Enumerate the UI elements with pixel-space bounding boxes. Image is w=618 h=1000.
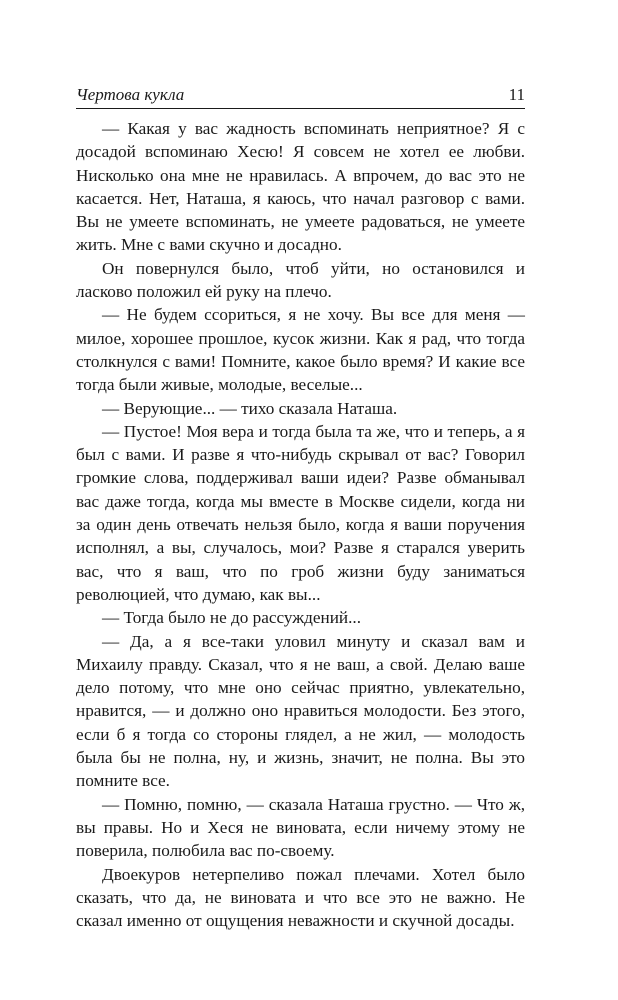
paragraph: — Не будем ссориться, я не хочу. Вы все для меня — милое, хорошее прошлое, кусок жизни. Как я рад, что тогда столкнулся с вами! Помните, какое было время? И какие все тогда были живые, молодые, веселые...: [76, 305, 525, 395]
paragraph: — Тогда было не до рассуждений...: [102, 608, 362, 628]
paragraph: — Помню, помню, — сказала Наташа грустно. — Что ж, вы правы. Но и Хеся не виновата, если ничему этому не поверила, полюбила вас по-своему.: [76, 794, 525, 861]
paragraph: — Да, а я все-таки уловил минуту и сказал вам и Михаилу правду. Сказал, что я не ваш, а свой. Делаю ваше дело потому, что мне оно сейчас приятно, увлекательно, нравится, — и должно оно нравиться молодости. Без этого, если б я тогда со стороны глядел, а не жил, — молодость была бы не полна, ну, и жизнь, значит, не полна. Вы это помните все.: [76, 631, 525, 791]
paragraph: — Какая у вас жадность вспоминать неприятное? Я с досадой вспоминаю Хесю! Я совсем не хотел ее любви. Нисколько она мне не нравилась. А впрочем, до вас это не касается. Нет, Наташа, я каюсь, что начал разговор с вами. Вы не умеете вспоминать, не умеете радоваться, не умеете жить. Мне с вами скучно и досадно.: [76, 119, 525, 255]
paragraph: — Верующие... — тихо сказала Наташа.: [102, 398, 398, 418]
paragraph: Он повернулся было, чтоб уйти, но остановился и ласково положил ей руку на плечо.: [76, 258, 525, 302]
header-rule: [76, 108, 525, 109]
book-title: Чертова кукла: [76, 85, 185, 104]
paragraph: Двоекуров нетерпеливо пожал плечами. Хотел было сказать, что да, не виновата и что все это не важно. Не сказал именно от ощущения неважности и скучной досады.: [76, 864, 525, 931]
page-number: 11: [508, 85, 525, 104]
running-header: [76, 84, 525, 108]
body-text: [76, 117, 525, 932]
paragraph: — Пустое! Моя вера и тогда была та же, что и теперь, а я был с вами. И разве я что-нибудь скрывал от вас? Говорил громкие слова, поддерживал ваши идеи? Разве обманывал вас даже тогда, когда мы вместе в Москве сидели, когда ни за один день отвечать нельзя было, когда я ваши поручения исполнял, а вы, случалось, мои? Разве я старался уверить вас, что я ваш, что по гроб жизни буду заниматься революцией, что думаю, как вы...: [76, 421, 525, 604]
